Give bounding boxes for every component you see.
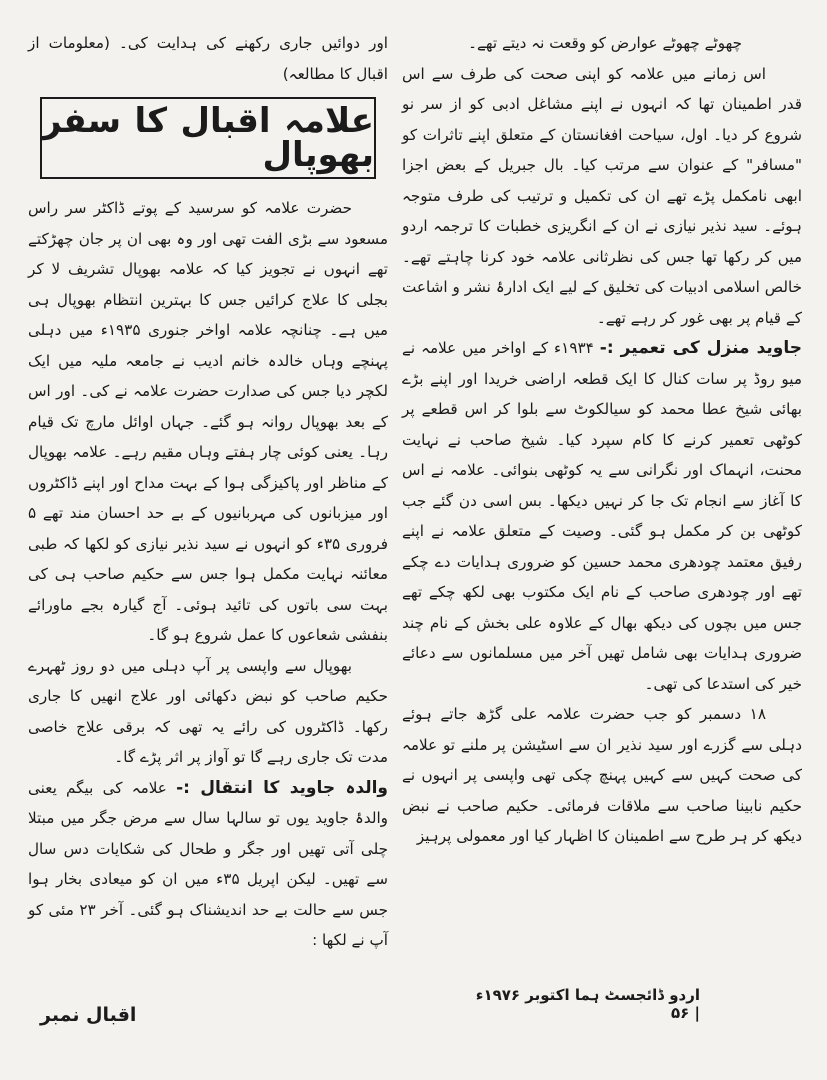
right-column [402, 28, 802, 1040]
mother-death-heading: والدہ جاوید کا انتقال :- [176, 777, 388, 798]
article-title: علامہ اقبال کا سفر بھوپال [42, 101, 374, 175]
right-paragraph-3 [402, 333, 802, 699]
right-paragraph-1: چھوٹے چھوٹے عوارض کو وقعت نہ دیتے تھے۔ [468, 34, 742, 52]
mother-death-text: علامہ کی بیگم یعنی والدۂ جاوید یوں تو سالہا سال سے مرض جگر میں مبتلا چلی آتی تھیں اور جگر و طحال کی شکایات دس سال سے تھیں۔ لیکن اپریل ۳۵ء میں ان کو میعادی بخار ہوا جس سے حالت بے حد اندیشناک ہو گئی۔ آخر ۲۳ مئی کو آپ نے لکھا : [28, 778, 389, 949]
right-paragraph-4: ۱۸ دسمبر کو جب حضرت علامہ علی گڑھ جاتے ہوئے دہلی سے گزرے اور سید نذیر ان سے اسٹیشن پر ملنے تو علامہ کی صحت کہیں سے کہیں پہنچ چکی تھی واپسی پر انہوں نے حکیم نابینا صاحب سے ملاقات فرمائی۔ حکیم صاحب نے نبض دیکھ کر ہر طرح سے اطمینان کا اظہار کیا اور معمولی پرہیز [402, 705, 802, 845]
left-paragraph-3: بھوپال سے واپسی پر آپ دہلی میں دو روز ٹھہرے حکیم صاحب کو نبض دکھائی اور علاج انھیں کا جاری رکھا۔ ڈاکٹروں کی رائے یہ تھی کہ برقی علاج خاصی مدت تک جاری رہے گا تو آواز پر اثر پڑے گا۔ [28, 656, 388, 766]
left-paragraph-2: حضرت علامہ کو سرسید کے پوتے ڈاکٹر سر راس مسعود سے بڑی الفت تھی اور وہ بھی ان پر جان چھڑکتے تھے انہوں نے تجویز کیا کہ علامہ بھوپال تشریف لا کر بجلی کا علاج کرائیں جس کا بہترین انتظام بھوپال ہی میں ہے۔ چنانچہ علامہ اواخر جنوری ۱۹۳۵ء میں دہلی پہنچے وہاں خالدہ خانم ادیب نے جامعہ ملیہ میں ایک لکچر دیا جس کی صدارت حضرت علامہ نے کی۔ اور اس کے بعد بھوپال روانہ ہو گئے۔ جہاں اوائل مارچ تک قیام رہا۔ یعنی کوئی چار ہفتے وہاں مقیم رہے۔ علامہ بھوپال کے مناظر اور پاکیزگی ہوا کے بہت مداح اور اپنے ڈاکٹروں اور میزبانوں کی مہربانیوں کے بے حد احسان مند تھے ۵ فروری ۳۵ء کو انہوں نے سید نذیر نیازی کو لکھا کہ طبی معائنہ نہایت مکمل ہوا جس سے حکیم صاحب ہی کی بہت سی باتوں کی تائید ہوئی۔ آج گیارہ بجے ماورائے بنفشی شعاعوں کا عمل شروع ہو گا۔ [28, 199, 388, 644]
section-signature: اقبال نمبر [40, 1004, 137, 1026]
left-paragraph-1: اور دوائیں جاری رکھنے کی ہدایت کی۔ (معلومات از اقبال کا مطالعہ) [28, 34, 388, 83]
javed-manzil-text: ۱۹۳۴ء کے اواخر میں علامہ نے میو روڈ پر سات کنال کا ایک قطعہ اراضی خریدا اور اپنے بڑے بھائی شیخ عطا محمد کو سیالکوٹ سے بلوا کر اس قطعے پر کوٹھی تعمیر کرنے کا کام سپرد کیا۔ شیخ صاحب نے نہایت محنت، انہماک اور نگرانی سے یہ کوٹھی بنوائی۔ علامہ نے اس کا آغاز سے انجام تک جا کر نہیں دیکھا۔ بس اسی دن گئے جب کوٹھی بن کر مکمل ہو گئی۔ وصیت کے متعلق علامہ نے اپنے رفیق معتمد چودھری محمد حسین کو ضروری ہدایات دے چکے تھے اور چودھری صاحب کے نام ایک مکتوب بھی لکھ چکے تھے جس میں بچوں کی دیکھ بھال کے علاوہ علی بخش کے نام چند ضروری ہدایات بھی شامل تھیں آخر میں مسلمانوں سے دعائے خیر کی استدعا کی تھی۔ [402, 339, 802, 693]
left-column [28, 28, 388, 1040]
javed-manzil-heading: جاوید منزل کی تعمیر :- [599, 338, 803, 358]
right-paragraph-2: اس زمانے میں علامہ کو اپنی صحت کی طرف سے اس قدر اطمینان تھا کہ انہوں نے اپنے مشاغل ادبی کو از سر نو شروع کر دیا۔ اول، سیاحت افغانستان کے متعلق اپنے تاثرات کو "مسافر" کے عنوان سے مرتب کیا۔ بال جبریل کے بعض اجزا ابھی نامکمل پڑے تھے ان کی تکمیل و ترتیب کی طرف متوجہ ہوئے۔ سید نذیر نیازی نے ان کے انگریزی خطبات کا ترجمہ اردو میں کر رکھا تھا جس کی نظرثانی علامہ خود کرنا چاہتے تھے۔ خالص اسلامی ادبیات کی تخلیق کے لیے ایک ادارۂ نشر و اشاعت کے قیام پر بھی غور کر رہے تھے۔ [402, 64, 802, 327]
left-paragraph-4 [28, 773, 388, 956]
article-title-box [40, 97, 376, 179]
page-footer: اردو ڈائجسٹ ہما اکتوبر ۱۹۷۶ء | ۵۶ [475, 986, 700, 1022]
